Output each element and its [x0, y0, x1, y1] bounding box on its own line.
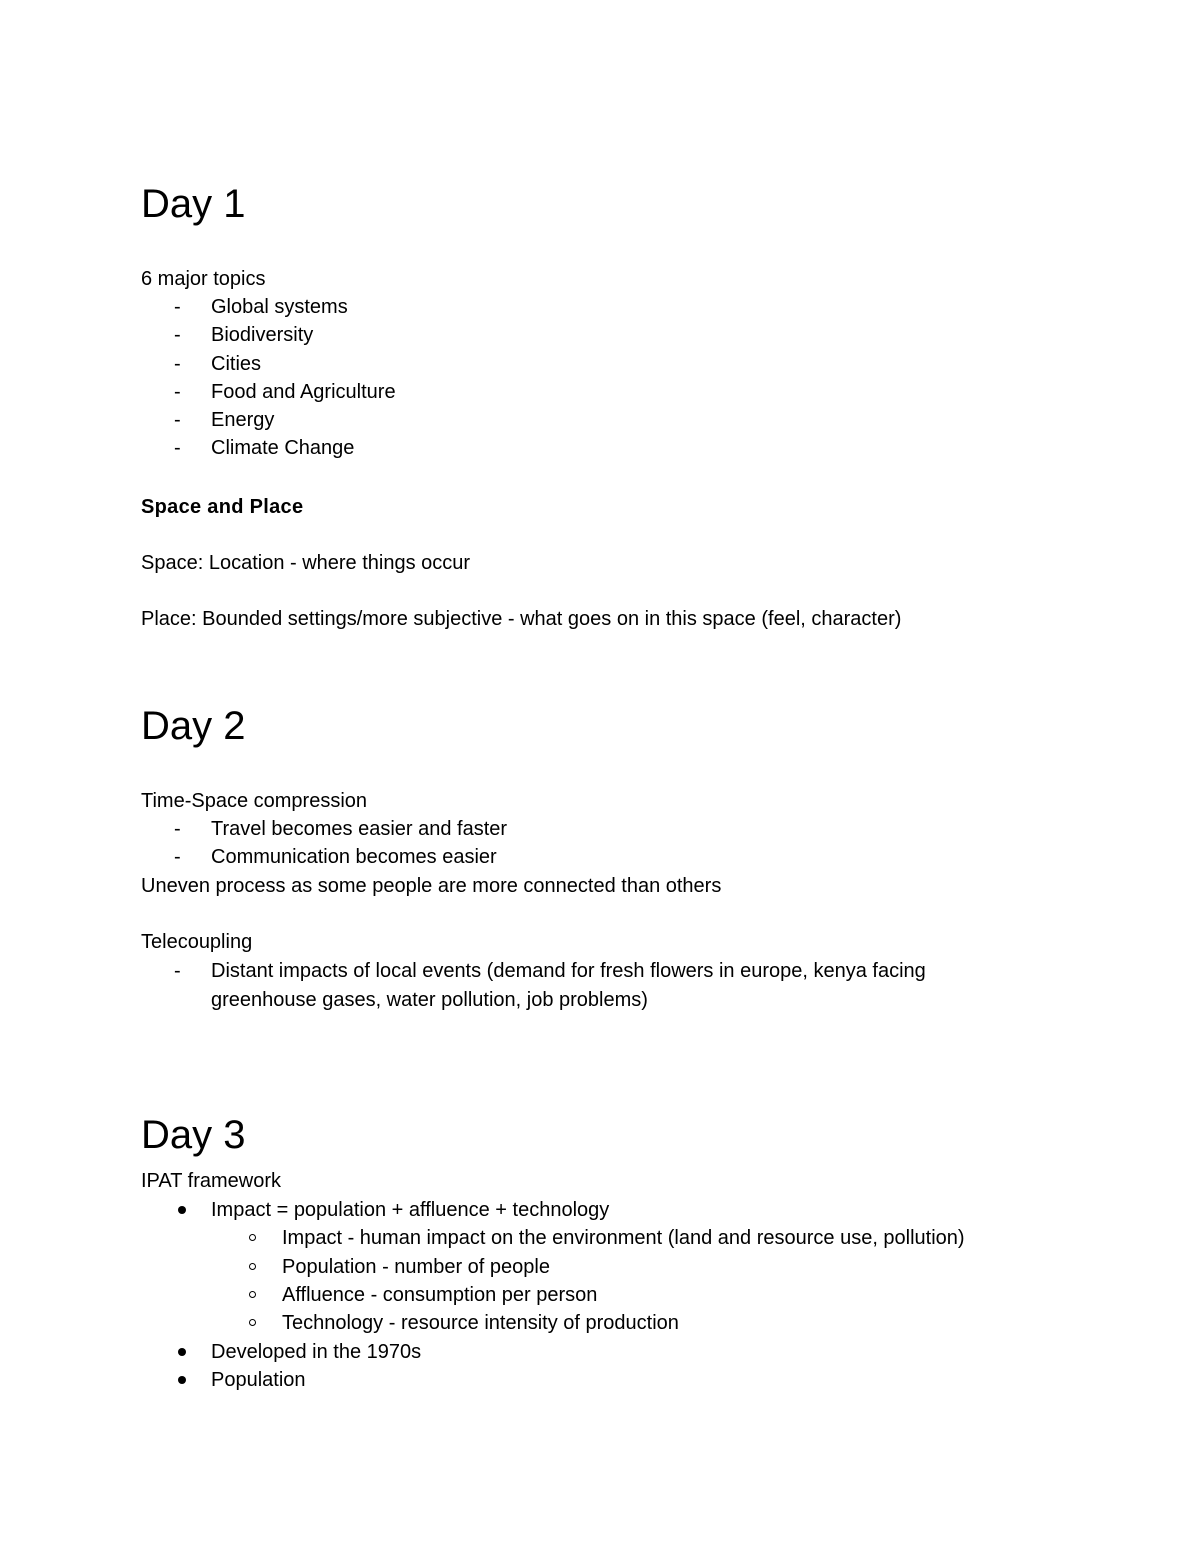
population-line: Population — [211, 1369, 306, 1391]
hollow-bullet-icon — [249, 1263, 256, 1270]
topic-item: Food and Agriculture — [211, 381, 396, 403]
day3-heading: Day 3 — [141, 1113, 246, 1157]
ipat-subitem: Population - number of people — [282, 1256, 550, 1278]
filled-bullet-icon — [178, 1206, 186, 1214]
dash-bullet: - — [174, 437, 181, 459]
topic-item: Energy — [211, 409, 275, 431]
dash-bullet: - — [174, 353, 181, 375]
topic-item: Global systems — [211, 296, 348, 318]
developed-line: Developed in the 1970s — [211, 1341, 422, 1363]
ipat-subitem: Impact - human impact on the environment (land and resource use, pollution) — [282, 1227, 965, 1249]
ipat-subitem: Technology - resource intensity of production — [282, 1312, 679, 1334]
topic-item: Biodiversity — [211, 324, 314, 346]
dash-bullet: - — [174, 324, 181, 346]
uneven-process-line: Uneven process as some people are more connected than others — [141, 875, 722, 897]
dash-bullet: - — [174, 846, 181, 868]
telecoupling-item-continued: greenhouse gases, water pollution, job problems) — [211, 989, 648, 1011]
ipat-formula: Impact = population + affluence + technology — [211, 1199, 610, 1221]
ipat-subitem: Affluence - consumption per person — [282, 1284, 598, 1306]
space-definition: Space: Location - where things occur — [141, 552, 471, 574]
dash-bullet: - — [174, 409, 181, 431]
day1-heading: Day 1 — [141, 182, 246, 226]
dash-bullet: - — [174, 381, 181, 403]
filled-bullet-icon — [178, 1348, 186, 1356]
topics-intro: 6 major topics — [141, 268, 266, 290]
ipat-intro: IPAT framework — [141, 1170, 282, 1192]
tsc-intro: Time-Space compression — [141, 790, 368, 812]
place-definition: Place: Bounded settings/more subjective - what goes on in this space (feel, character) — [141, 608, 902, 630]
hollow-bullet-icon — [249, 1319, 256, 1326]
telecoupling-label: Telecoupling — [141, 931, 253, 953]
topic-item: Cities — [211, 353, 262, 375]
telecoupling-item: Distant impacts of local events (demand for fresh flowers in europe, kenya facing — [211, 960, 926, 982]
dash-bullet: - — [174, 296, 181, 318]
tsc-item: Communication becomes easier — [211, 846, 497, 868]
dash-bullet: - — [174, 960, 181, 982]
dash-bullet: - — [174, 818, 181, 840]
day2-heading: Day 2 — [141, 704, 246, 748]
topic-item: Climate Change — [211, 437, 355, 459]
hollow-bullet-icon — [249, 1291, 256, 1298]
section-heading: Space and Place — [141, 496, 304, 518]
hollow-bullet-icon — [249, 1234, 256, 1241]
tsc-item: Travel becomes easier and faster — [211, 818, 508, 840]
filled-bullet-icon — [178, 1376, 186, 1384]
